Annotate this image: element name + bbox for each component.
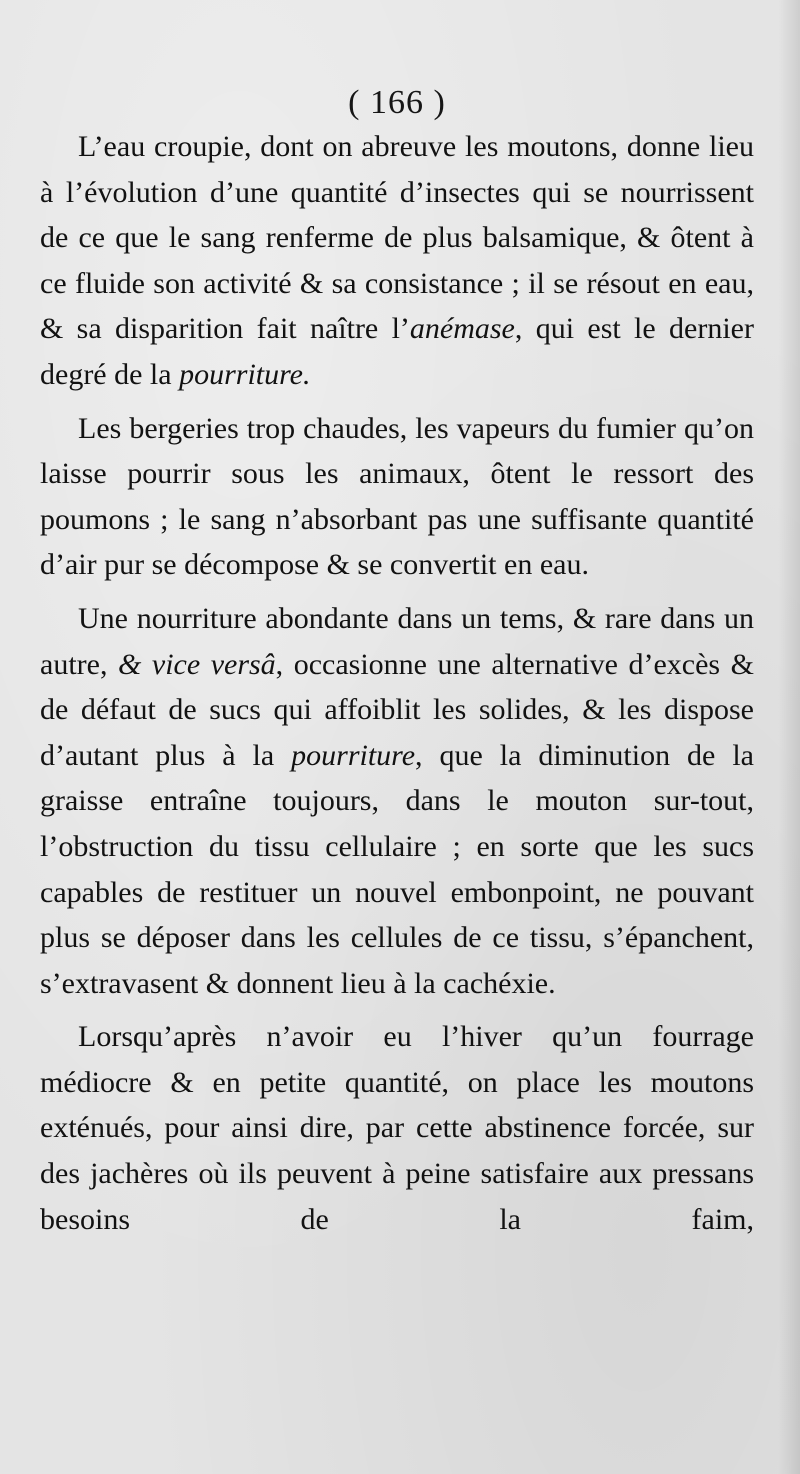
page-edge-shadow	[778, 0, 800, 1474]
paragraph-1	[40, 124, 754, 398]
text-segment: L’eau croupie, dont on abreuve les moutons, donne lieu à l’évolution d’une quantité d’insectes qui se nourrissent de ce que le sang renferme de plus balsamique, & ôtent à ce fluide son activité & sa consistance ; il se résout en eau, & sa disparition fait naître l’	[40, 130, 754, 346]
italic-segment: pourriture.	[179, 357, 311, 391]
text-segment: Les bergeries trop chaudes, les vapeurs du fumier qu’on laisse pourrir sous les animaux, ôtent le ressort des poumons ; le sang n’absorbant pas une suffisante quantité d’air pur se décompose & se convertit en eau.	[40, 411, 754, 582]
page-number: ( 166 )	[348, 84, 446, 121]
italic-segment: & vice versâ	[118, 647, 276, 681]
paragraph-2	[40, 406, 754, 588]
text-segment: Une nourriture abondante dans un tems, & rare dans un autre,	[40, 601, 754, 681]
paragraph-4	[40, 1014, 754, 1242]
paragraph-3	[40, 596, 754, 1006]
italic-segment: anémase	[409, 312, 515, 346]
text-segment: , qui est le dernier degré de la	[40, 312, 754, 391]
text-segment: , occasionne une alternative d’excès & de défaut de sucs qui affoiblit les solides, & les dispose d’autant plus à la	[40, 647, 754, 772]
text-segment: , que la diminution de la graisse entraîne toujours, dans le mouton sur-tout, l’obstruction du tissu cellulaire ; en sorte que les sucs capables de restituer un nouvel embonpoint, ne pouvant plus se déposer dans les cellules de ce tissu, s’épanchent, s’extravasent & donnent lieu à la cachéxie.	[40, 738, 754, 1000]
italic-segment: pourriture	[291, 738, 416, 772]
text-segment: Lorsqu’après n’avoir eu l’hiver qu’un fourrage médiocre & en petite quantité, on place les moutons exténués, pour ainsi dire, par cette abstinence forcée, sur des jachères où ils peuvent à peine satisfaire aux pressans besoins de la faim,	[40, 1020, 754, 1236]
